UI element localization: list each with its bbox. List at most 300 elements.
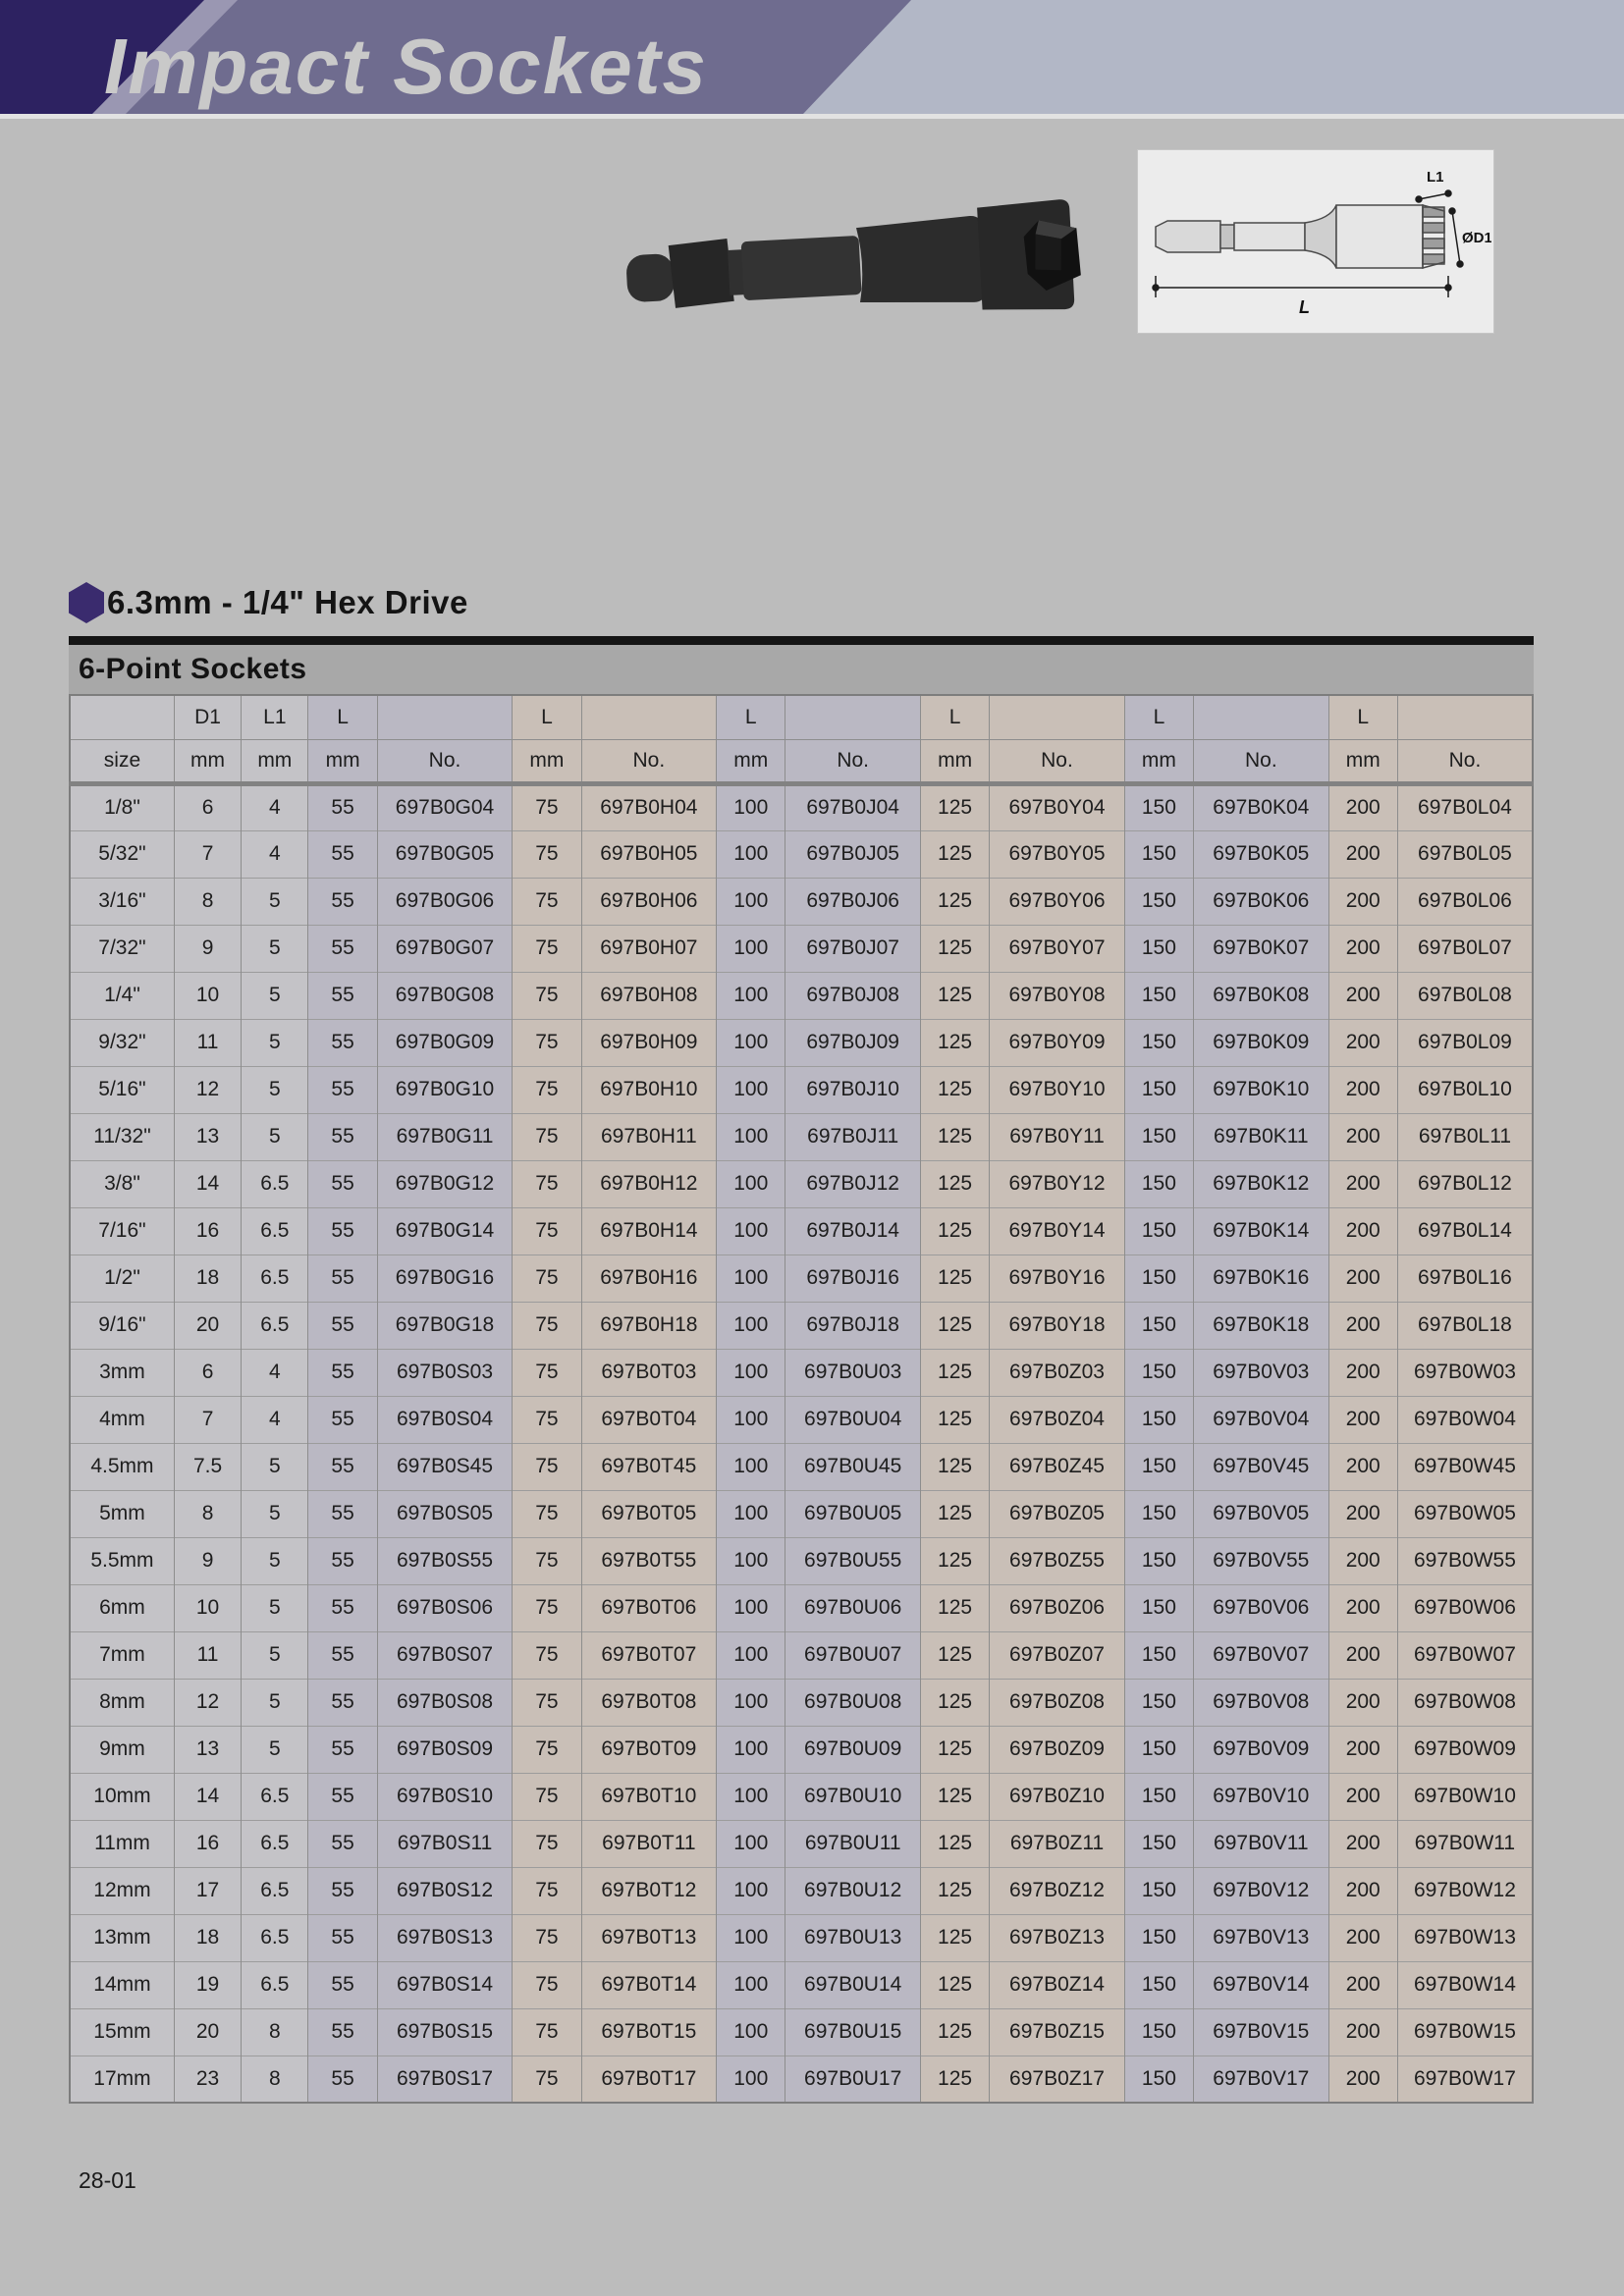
length-cell: 75	[513, 1066, 581, 1113]
length-cell: 100	[717, 2056, 785, 2103]
part-no-cell: 697B0G10	[377, 1066, 513, 1113]
col-header-no: No.	[377, 739, 513, 783]
l1-cell: 8	[242, 2008, 308, 2056]
length-cell: 200	[1328, 1679, 1397, 1726]
part-no-cell: 697B0L11	[1397, 1113, 1533, 1160]
part-no-cell: 697B0W06	[1397, 1584, 1533, 1631]
part-no-cell: 697B0K07	[1194, 925, 1329, 972]
length-cell: 200	[1328, 1490, 1397, 1537]
l1-cell: 5	[242, 1113, 308, 1160]
part-no-cell: 697B0U06	[785, 1584, 921, 1631]
length-cell: 75	[513, 1255, 581, 1302]
size-cell: 3/16"	[70, 878, 174, 925]
col-header-l1: L1	[242, 695, 308, 739]
col-header-mm: mm	[513, 739, 581, 783]
col-header-no-blank	[990, 695, 1125, 739]
length-cell: 150	[1124, 1820, 1193, 1867]
table-row	[70, 1867, 1533, 1914]
length-cell: 125	[920, 972, 989, 1019]
length-cell: 55	[308, 1019, 377, 1066]
length-cell: 75	[513, 1867, 581, 1914]
part-no-cell: 697B0G11	[377, 1113, 513, 1160]
length-cell: 125	[920, 925, 989, 972]
length-cell: 150	[1124, 1113, 1193, 1160]
length-cell: 150	[1124, 1396, 1193, 1443]
part-no-cell: 697B0J14	[785, 1207, 921, 1255]
length-cell: 100	[717, 1255, 785, 1302]
d1-cell: 10	[174, 972, 241, 1019]
table-row	[70, 925, 1533, 972]
size-cell: 11/32"	[70, 1113, 174, 1160]
length-cell: 75	[513, 1584, 581, 1631]
part-no-cell: 697B0W05	[1397, 1490, 1533, 1537]
col-header-l: L	[513, 695, 581, 739]
part-no-cell: 697B0G08	[377, 972, 513, 1019]
length-cell: 150	[1124, 1867, 1193, 1914]
length-cell: 55	[308, 1679, 377, 1726]
l1-cell: 5	[242, 1679, 308, 1726]
part-no-cell: 697B0L06	[1397, 878, 1533, 925]
length-cell: 75	[513, 1160, 581, 1207]
product-photo	[619, 185, 1100, 347]
diagram-socket-outline	[1156, 205, 1444, 268]
part-no-cell: 697B0L04	[1397, 783, 1533, 830]
part-no-cell: 697B0J10	[785, 1066, 921, 1113]
length-cell: 200	[1328, 1914, 1397, 1961]
part-no-cell: 697B0L16	[1397, 1255, 1533, 1302]
length-cell: 150	[1124, 1019, 1193, 1066]
length-cell: 100	[717, 972, 785, 1019]
length-cell: 100	[717, 925, 785, 972]
part-no-cell: 697B0Z08	[990, 1679, 1125, 1726]
col-header-l: L	[920, 695, 989, 739]
part-no-cell: 697B0T07	[581, 1631, 717, 1679]
part-no-cell: 697B0V10	[1194, 1773, 1329, 1820]
length-cell: 55	[308, 1066, 377, 1113]
part-no-cell: 697B0U09	[785, 1726, 921, 1773]
d1-cell: 14	[174, 1160, 241, 1207]
size-cell: 10mm	[70, 1773, 174, 1820]
length-cell: 75	[513, 1820, 581, 1867]
size-cell: 7/16"	[70, 1207, 174, 1255]
size-cell: 9mm	[70, 1726, 174, 1773]
part-no-cell: 697B0G16	[377, 1255, 513, 1302]
d1-cell: 13	[174, 1726, 241, 1773]
d1-cell: 6	[174, 783, 241, 830]
col-header-mm: mm	[1124, 739, 1193, 783]
part-no-cell: 697B0Z10	[990, 1773, 1125, 1820]
table-row	[70, 1914, 1533, 1961]
table-row	[70, 1537, 1533, 1584]
part-no-cell: 697B0T10	[581, 1773, 717, 1820]
part-no-cell: 697B0G06	[377, 878, 513, 925]
length-cell: 55	[308, 1160, 377, 1207]
length-cell: 125	[920, 878, 989, 925]
length-cell: 200	[1328, 1537, 1397, 1584]
col-header-no-blank	[1397, 695, 1533, 739]
length-cell: 200	[1328, 1349, 1397, 1396]
col-header-no: No.	[990, 739, 1125, 783]
part-no-cell: 697B0Z13	[990, 1914, 1125, 1961]
table-row	[70, 1349, 1533, 1396]
part-no-cell: 697B0T14	[581, 1961, 717, 2008]
length-cell: 100	[717, 1066, 785, 1113]
length-cell: 200	[1328, 1066, 1397, 1113]
length-cell: 150	[1124, 1302, 1193, 1349]
part-no-cell: 697B0S45	[377, 1443, 513, 1490]
part-no-cell: 697B0S08	[377, 1679, 513, 1726]
part-no-cell: 697B0S14	[377, 1961, 513, 2008]
d1-cell: 23	[174, 2056, 241, 2103]
part-no-cell: 697B0Z05	[990, 1490, 1125, 1537]
length-cell: 125	[920, 1443, 989, 1490]
length-cell: 200	[1328, 1207, 1397, 1255]
length-cell: 200	[1328, 1302, 1397, 1349]
length-cell: 125	[920, 1490, 989, 1537]
length-cell: 100	[717, 878, 785, 925]
part-no-cell: 697B0W17	[1397, 2056, 1533, 2103]
d1-cell: 16	[174, 1820, 241, 1867]
header-divider	[0, 114, 1624, 119]
l1-cell: 6.5	[242, 1961, 308, 2008]
size-cell: 9/16"	[70, 1302, 174, 1349]
size-cell: 4mm	[70, 1396, 174, 1443]
length-cell: 100	[717, 1961, 785, 2008]
d1-cell: 18	[174, 1255, 241, 1302]
table-row	[70, 1726, 1533, 1773]
length-cell: 200	[1328, 2008, 1397, 2056]
part-no-cell: 697B0G12	[377, 1160, 513, 1207]
part-no-cell: 697B0Y18	[990, 1302, 1125, 1349]
size-cell: 7/32"	[70, 925, 174, 972]
part-no-cell: 697B0W11	[1397, 1820, 1533, 1867]
col-header-mm: mm	[174, 739, 241, 783]
hex-drive-icon	[69, 582, 104, 623]
part-no-cell: 697B0W10	[1397, 1773, 1533, 1820]
table-row	[70, 1961, 1533, 2008]
part-no-cell: 697B0T45	[581, 1443, 717, 1490]
table-row	[70, 1396, 1533, 1443]
length-cell: 55	[308, 1207, 377, 1255]
length-cell: 75	[513, 925, 581, 972]
part-no-cell: 697B0V12	[1194, 1867, 1329, 1914]
part-no-cell: 697B0L07	[1397, 925, 1533, 972]
length-cell: 75	[513, 1631, 581, 1679]
part-no-cell: 697B0T55	[581, 1537, 717, 1584]
length-cell: 100	[717, 1914, 785, 1961]
l1-cell: 6.5	[242, 1773, 308, 1820]
length-cell: 75	[513, 1019, 581, 1066]
d1-cell: 20	[174, 2008, 241, 2056]
length-cell: 100	[717, 1160, 785, 1207]
part-no-cell: 697B0V03	[1194, 1349, 1329, 1396]
length-cell: 150	[1124, 878, 1193, 925]
length-cell: 100	[717, 1726, 785, 1773]
part-no-cell: 697B0L05	[1397, 830, 1533, 878]
l1-cell: 4	[242, 830, 308, 878]
table-title: 6-Point Sockets	[79, 653, 307, 685]
d1-cell: 7	[174, 830, 241, 878]
table-row	[70, 1113, 1533, 1160]
l1-cell: 5	[242, 1537, 308, 1584]
part-no-cell: 697B0U10	[785, 1773, 921, 1820]
d1-cell: 19	[174, 1961, 241, 2008]
length-cell: 100	[717, 1443, 785, 1490]
part-no-cell: 697B0H08	[581, 972, 717, 1019]
table-row	[70, 1820, 1533, 1867]
part-no-cell: 697B0V15	[1194, 2008, 1329, 2056]
part-no-cell: 697B0Y08	[990, 972, 1125, 1019]
size-cell: 17mm	[70, 2056, 174, 2103]
part-no-cell: 697B0J07	[785, 925, 921, 972]
length-cell: 150	[1124, 1584, 1193, 1631]
col-header-mm: mm	[920, 739, 989, 783]
part-no-cell: 697B0L10	[1397, 1066, 1533, 1113]
table-row	[70, 830, 1533, 878]
d1-cell: 8	[174, 878, 241, 925]
l1-cell: 5	[242, 1443, 308, 1490]
d1-cell: 7	[174, 1396, 241, 1443]
spec-table	[69, 694, 1534, 2104]
length-cell: 125	[920, 1349, 989, 1396]
length-cell: 125	[920, 1820, 989, 1867]
length-cell: 55	[308, 1396, 377, 1443]
size-cell: 8mm	[70, 1679, 174, 1726]
length-cell: 75	[513, 1537, 581, 1584]
length-cell: 55	[308, 2056, 377, 2103]
part-no-cell: 697B0T13	[581, 1914, 717, 1961]
length-cell: 75	[513, 783, 581, 830]
length-cell: 55	[308, 972, 377, 1019]
l1-cell: 6.5	[242, 1302, 308, 1349]
length-cell: 125	[920, 1726, 989, 1773]
table-row	[70, 1443, 1533, 1490]
length-cell: 100	[717, 783, 785, 830]
length-cell: 125	[920, 1113, 989, 1160]
length-cell: 150	[1124, 1961, 1193, 2008]
table-row	[70, 972, 1533, 1019]
page-title: Impact Sockets	[104, 23, 708, 110]
length-cell: 75	[513, 1726, 581, 1773]
length-cell: 200	[1328, 1113, 1397, 1160]
part-no-cell: 697B0U07	[785, 1631, 921, 1679]
size-cell: 7mm	[70, 1631, 174, 1679]
size-cell: 15mm	[70, 2008, 174, 2056]
part-no-cell: 697B0V14	[1194, 1961, 1329, 2008]
l1-cell: 5	[242, 1584, 308, 1631]
part-no-cell: 697B0W45	[1397, 1443, 1533, 1490]
part-no-cell: 697B0Z09	[990, 1726, 1125, 1773]
part-no-cell: 697B0Z04	[990, 1396, 1125, 1443]
part-no-cell: 697B0H07	[581, 925, 717, 972]
length-cell: 55	[308, 925, 377, 972]
col-header-mm: mm	[308, 739, 377, 783]
size-cell: 11mm	[70, 1820, 174, 1867]
table-title-band	[69, 645, 1534, 694]
length-cell: 125	[920, 1961, 989, 2008]
part-no-cell: 697B0G18	[377, 1302, 513, 1349]
size-cell: 1/2"	[70, 1255, 174, 1302]
length-cell: 200	[1328, 1867, 1397, 1914]
l1-cell: 6.5	[242, 1867, 308, 1914]
length-cell: 55	[308, 1113, 377, 1160]
col-header-no: No.	[1397, 739, 1533, 783]
part-no-cell: 697B0Y04	[990, 783, 1125, 830]
length-cell: 55	[308, 830, 377, 878]
part-no-cell: 697B0J05	[785, 830, 921, 878]
part-no-cell: 697B0V05	[1194, 1490, 1329, 1537]
part-no-cell: 697B0K14	[1194, 1207, 1329, 1255]
part-no-cell: 697B0T08	[581, 1679, 717, 1726]
l1-cell: 5	[242, 1019, 308, 1066]
col-header-no-blank	[377, 695, 513, 739]
part-no-cell: 697B0W55	[1397, 1537, 1533, 1584]
length-cell: 150	[1124, 1255, 1193, 1302]
part-no-cell: 697B0W09	[1397, 1726, 1533, 1773]
part-no-cell: 697B0K05	[1194, 830, 1329, 878]
part-no-cell: 697B0Y16	[990, 1255, 1125, 1302]
part-no-cell: 697B0H09	[581, 1019, 717, 1066]
l1-cell: 5	[242, 972, 308, 1019]
l1-cell: 4	[242, 1349, 308, 1396]
d1-cell: 7.5	[174, 1443, 241, 1490]
d1-cell: 17	[174, 1867, 241, 1914]
col-header-l: L	[1124, 695, 1193, 739]
part-no-cell: 697B0V45	[1194, 1443, 1329, 1490]
part-no-cell: 697B0H06	[581, 878, 717, 925]
table-row	[70, 1584, 1533, 1631]
part-no-cell: 697B0J16	[785, 1255, 921, 1302]
part-no-cell: 697B0T11	[581, 1820, 717, 1867]
size-cell: 13mm	[70, 1914, 174, 1961]
length-cell: 55	[308, 1537, 377, 1584]
length-cell: 100	[717, 2008, 785, 2056]
length-cell: 200	[1328, 1396, 1397, 1443]
part-no-cell: 697B0T09	[581, 1726, 717, 1773]
length-cell: 200	[1328, 1961, 1397, 2008]
length-cell: 125	[920, 1679, 989, 1726]
part-no-cell: 697B0Y06	[990, 878, 1125, 925]
part-no-cell: 697B0K16	[1194, 1255, 1329, 1302]
length-cell: 55	[308, 1584, 377, 1631]
size-cell: 5/16"	[70, 1066, 174, 1113]
part-no-cell: 697B0S05	[377, 1490, 513, 1537]
col-header-mm: mm	[242, 739, 308, 783]
l1-cell: 5	[242, 1066, 308, 1113]
length-cell: 150	[1124, 1726, 1193, 1773]
col-header-size-blank	[70, 695, 174, 739]
section-heading: 6.3mm - 1/4" Hex Drive	[107, 584, 468, 620]
length-cell: 150	[1124, 972, 1193, 1019]
part-no-cell: 697B0G09	[377, 1019, 513, 1066]
length-cell: 75	[513, 1914, 581, 1961]
part-no-cell: 697B0U14	[785, 1961, 921, 2008]
d1-cell: 16	[174, 1207, 241, 1255]
length-cell: 75	[513, 1396, 581, 1443]
part-no-cell: 697B0S11	[377, 1820, 513, 1867]
part-no-cell: 697B0S55	[377, 1537, 513, 1584]
length-cell: 100	[717, 1019, 785, 1066]
part-no-cell: 697B0S09	[377, 1726, 513, 1773]
d1-cell: 14	[174, 1773, 241, 1820]
l1-cell: 5	[242, 1631, 308, 1679]
part-no-cell: 697B0V17	[1194, 2056, 1329, 2103]
part-no-cell: 697B0T15	[581, 2008, 717, 2056]
length-cell: 125	[920, 2008, 989, 2056]
part-no-cell: 697B0Z17	[990, 2056, 1125, 2103]
length-cell: 200	[1328, 830, 1397, 878]
length-cell: 150	[1124, 2008, 1193, 2056]
length-cell: 200	[1328, 1584, 1397, 1631]
part-no-cell: 697B0V06	[1194, 1584, 1329, 1631]
part-no-cell: 697B0Z07	[990, 1631, 1125, 1679]
size-cell: 1/8"	[70, 783, 174, 830]
col-header-mm: mm	[717, 739, 785, 783]
part-no-cell: 697B0S07	[377, 1631, 513, 1679]
length-cell: 55	[308, 878, 377, 925]
part-no-cell: 697B0V09	[1194, 1726, 1329, 1773]
part-no-cell: 697B0S17	[377, 2056, 513, 2103]
length-cell: 200	[1328, 1631, 1397, 1679]
length-cell: 100	[717, 1773, 785, 1820]
part-no-cell: 697B0G04	[377, 783, 513, 830]
part-no-cell: 697B0H10	[581, 1066, 717, 1113]
size-cell: 4.5mm	[70, 1443, 174, 1490]
part-no-cell: 697B0Y11	[990, 1113, 1125, 1160]
length-cell: 125	[920, 830, 989, 878]
length-cell: 150	[1124, 1066, 1193, 1113]
part-no-cell: 697B0W13	[1397, 1914, 1533, 1961]
length-cell: 55	[308, 1631, 377, 1679]
part-no-cell: 697B0Y14	[990, 1207, 1125, 1255]
length-cell: 75	[513, 1443, 581, 1490]
length-cell: 125	[920, 1867, 989, 1914]
col-header-d1: D1	[174, 695, 241, 739]
part-no-cell: 697B0S03	[377, 1349, 513, 1396]
part-no-cell: 697B0U11	[785, 1820, 921, 1867]
length-cell: 125	[920, 1773, 989, 1820]
length-cell: 100	[717, 1396, 785, 1443]
length-cell: 125	[920, 1255, 989, 1302]
part-no-cell: 697B0V13	[1194, 1914, 1329, 1961]
part-no-cell: 697B0J04	[785, 783, 921, 830]
size-cell: 5/32"	[70, 830, 174, 878]
part-no-cell: 697B0W03	[1397, 1349, 1533, 1396]
length-cell: 200	[1328, 2056, 1397, 2103]
length-cell: 55	[308, 1914, 377, 1961]
col-header-l: L	[308, 695, 377, 739]
dim-label-d1: ØD1	[1462, 230, 1491, 246]
page-number: 28-01	[79, 2167, 136, 2193]
length-cell: 100	[717, 1207, 785, 1255]
part-no-cell: 697B0Z06	[990, 1584, 1125, 1631]
part-no-cell: 697B0T12	[581, 1867, 717, 1914]
size-cell: 3/8"	[70, 1160, 174, 1207]
part-no-cell: 697B0S12	[377, 1867, 513, 1914]
part-no-cell: 697B0Z11	[990, 1820, 1125, 1867]
part-no-cell: 697B0U55	[785, 1537, 921, 1584]
col-header-no: No.	[581, 739, 717, 783]
col-header-no-blank	[581, 695, 717, 739]
part-no-cell: 697B0K18	[1194, 1302, 1329, 1349]
d1-cell: 12	[174, 1679, 241, 1726]
part-no-cell: 697B0G05	[377, 830, 513, 878]
table-row	[70, 1302, 1533, 1349]
length-cell: 125	[920, 1207, 989, 1255]
part-no-cell: 697B0Y05	[990, 830, 1125, 878]
length-cell: 100	[717, 1349, 785, 1396]
length-cell: 200	[1328, 1726, 1397, 1773]
